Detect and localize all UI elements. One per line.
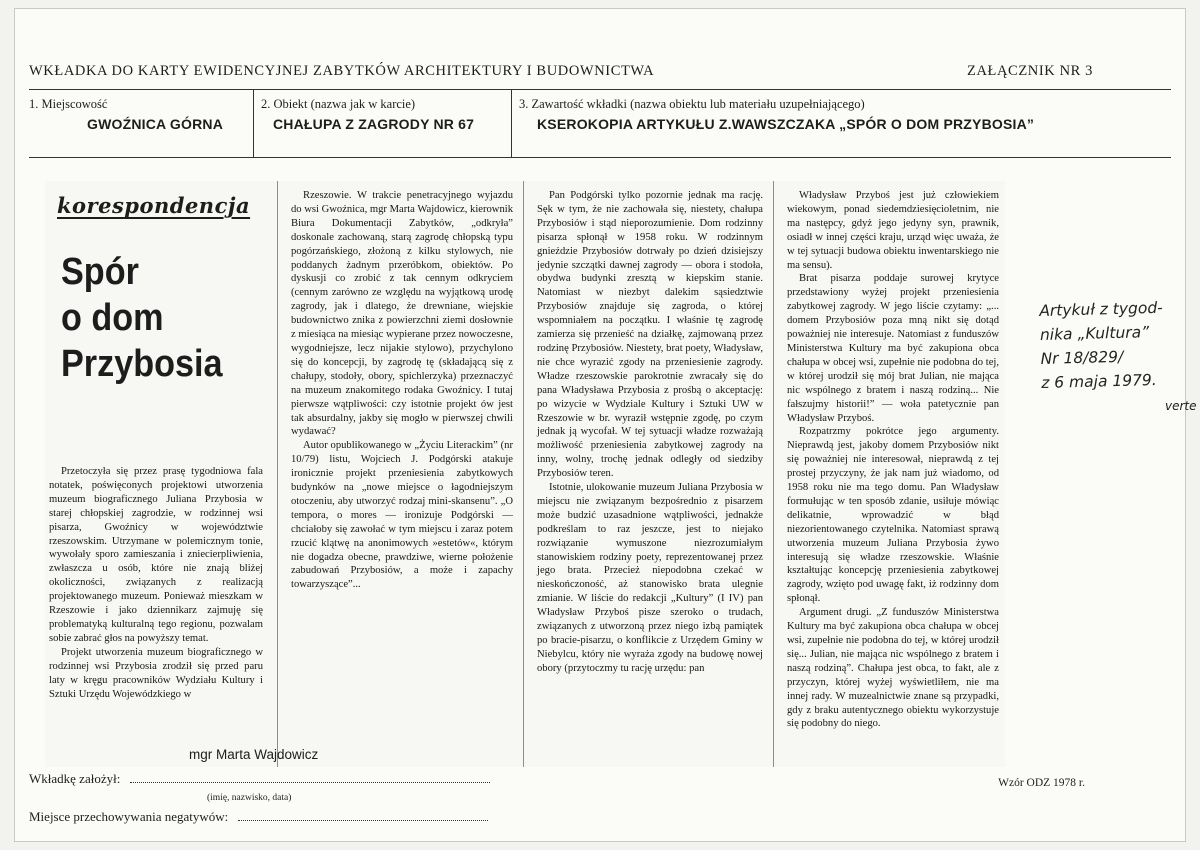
article-paragraph: Istotnie, ulokowanie muzeum Juliana Przybosia w miejscu nie związanym bezpośrednio z pisarzem może budzić uzasadnione wątpliwości, jednakże podkreślam to raz jeszcze, jest to niejako rozwiązanie wymuszone niezrozumiałym stanowiskiem rodziny poety, reprezentowanej przez jego brata. Przecież niepodobna czekać w nieskończoność, aż stanowisko brata ulegnie zmianie. W liście do redakcji „Kultury” (I IV) pan Władysław Przyboś pisze szeroko o trudach, związanych z utworzoną przez niego izbą pamiątek po bracie-pisarzu, o konflikcie z Urzędem Gminy w Niebylcu, który nie wyraża zgody na budowę nowej obory (przytoczmy tu rację urzędu: pan	[537, 482, 763, 674]
handwritten-line: Artykuł z tygod-	[1039, 298, 1163, 320]
negatives-line	[238, 809, 488, 821]
founded-by-label: Wkładkę założył:	[29, 771, 121, 786]
negatives-label: Miejsce przechowywania negatywów:	[29, 809, 229, 824]
article-headline	[61, 249, 223, 387]
form-title: WKŁADKA DO KARTY EWIDENCYJNEJ ZABYTKÓW ARCHITEKTURY I BUDOWNICTWA	[29, 63, 655, 79]
header-bottom-rule	[29, 157, 1171, 158]
article-paragraph: Argument drugi. „Z funduszów Ministerstwa Kultury ma być zakupiona obca chałupa w obcej wsi, zupełnie nie podobna do tej, w której urodził się... Julian, nie mająca nic wspólnego z bratem i naszą rodziną”. Chałupa jest obca, to fakt, ale z przyczyn, której wyżej wyświetliłem, nie ma innej rady. W muzealnictwie znane są przypadki, gdy z braku autentycznego obiektu wykorzystuje się podobny do niego.	[787, 607, 999, 730]
article-column-2	[291, 189, 513, 592]
field-content-value: KSEROKOPIA ARTYKUŁU Z.WAWSZCZAKA „SPÓR O DOM PRZYBOSIA”	[537, 116, 1035, 132]
evidence-card-insert	[14, 8, 1197, 842]
headline-line: Spór	[61, 251, 139, 293]
field-object-value: CHAŁUPA Z ZAGRODY NR 67	[273, 116, 475, 132]
section-heading: korespondencja	[57, 193, 251, 218]
field-locality-label: 1. Miejscowość	[29, 97, 108, 111]
handwritten-line: nika „Kultura”	[1039, 323, 1150, 344]
field-locality-value: GWOŹNICA GÓRNA	[87, 116, 224, 132]
article-paragraph: Projekt utworzenia muzeum biograficznego w rodzinnej wsi Przybosia zrodził się przed paru laty w kręgu pracowników Wydziału Kultury i Sztuki Urzędu Wojewódzkiego w	[49, 646, 263, 700]
founded-by-line	[130, 771, 490, 783]
handwritten-line: Nr 18/829/	[1040, 347, 1124, 368]
article-paragraph: Władysław Przyboś jest już człowiekiem wiekowym, ponad siedemdziesięcioletnim, nie ma następcy, gdyż jego jedyny syn, prawnik, osiadł w innej części kraju, urząd więc uważa, że w tej sytuacji budowa obiektu inwentarskiego nie ma sensu).	[787, 190, 999, 271]
author-stamp: mgr Marta Wajdowicz	[189, 747, 319, 762]
handwritten-source-note	[1039, 296, 1165, 395]
handwritten-verte: verte	[1165, 399, 1197, 413]
founded-by-hint: (imię, nazwisko, data)	[207, 793, 292, 803]
field-content-label: 3. Zawartość wkładki (nazwa obiektu lub materiału uzupełniającego)	[519, 97, 865, 111]
clipping-cut-line	[773, 181, 774, 767]
field-divider-2	[511, 89, 512, 157]
article-column-4	[787, 189, 999, 731]
field-divider-1	[253, 89, 254, 157]
header-top-rule	[29, 89, 1171, 90]
handwritten-line: z 6 maja 1979.	[1040, 370, 1157, 392]
article-paragraph: Brat pisarza poddaje surowej krytyce przedstawiony wyżej projekt przeniesienia zabytkowej zagrody. W jego liście czytamy: „... domem Przybosiów poza mną nikt się dotąd poważniej nie interesuje. Natomiast z funduszów Ministerstwa Kultury ma być zakupiona obca chałupa w obcej wsi, zupełnie nie podobna do tej, w której urodził się mój brat Julian, nie mająca nic wspólnego z bratem i naszą rodziną... Nie fałszujmy historii!” — woła patetycznie pan Władysław Przyboś.	[787, 273, 999, 424]
article-column-3	[537, 189, 763, 676]
form-model: Wzór ODZ 1978 r.	[998, 777, 1085, 789]
article-paragraph: Rzeszowie. W trakcie penetracyjnego wyjazdu do wsi Gwoźnica, mgr Marta Wajdowicz, kierownik Biura Dokumentacji Zabytków, „odkryła” doskonale zachowaną, starą zagrodę chłopską typu pogórzańskiego, złożoną z kilku stylowych, nie poddanych żadnym przeróbkom, obiektów. Po dyskusji co zrobić z tak cennym odkryciem (cennym zarówno ze względu na wyjątkową urodę zagrody, jak i dlatego, że drewniane, wiejskie budownictwo znika z powierzchni ziemi dosłownie z miesiąca na miesiąc wypierane przez nowoczesne, wygodniejsze, lecz nijakie stylowo), przychylono się do koncepcji, by zagrodę tę (składającą się z chałupy, stodoły, obory, spichlerzyka) przeznaczyć na muzeum znakomitego rodaka Gwoźnicy. I tutaj pierwsze wątpliwości: czy istotnie projekt ów jest tak absurdalny, jakby się mogło w pierwszej chwili wydawać?	[291, 190, 513, 438]
newspaper-clipping	[45, 181, 1005, 767]
article-paragraph: Autor opublikowanego w „Życiu Literackim” (nr 10/79) listu, Wojciech J. Podgórski atakuje ironicznie projekt przeniesienia zabytkowych budynków na „nowe miejsce o łagodniejszym otoczeniu, aby utworzyć rodzaj mini-skansenu”. „O tempora, o mores — ironizuje Podgórski — chciałoby się zawołać w tym miejscu i zaraz potem rzucić klątwę na anonimowych »estetów«, którym nie dogadza obecne, prawdziwe, wierne położenie zabudowań Przybosiów, a może i zapachy towarzyszące”...	[291, 440, 513, 591]
founded-by-row	[29, 771, 490, 787]
annex-number: ZAŁĄCZNIK NR 3	[967, 63, 1093, 79]
field-object-label: 2. Obiekt (nazwa jak w karcie)	[261, 97, 416, 111]
article-paragraph: Przetoczyła się przez prasę tygodniowa fala notatek, poświęconych projektowi utworzenia muzeum biograficznego Juliana Przybosia w starej chłopskiej zagrodzie, w rodzinnej wsi pisarza, Gwoźnicy w województwie rzeszowskim. Utrzymane w polemicznym tonie, wywołały sporo zamieszania i zniecierpliwienia, zwłaszcza u osób, które nie znają bliżej okoliczności, związanych z realizacją projektowanego muzeum. Ponieważ mieszkam w Rzeszowie i jako dziennikarz zajmuję się problematyką kulturalną tego regionu, pozwalam sobie zabrać głos na powyższy temat.	[49, 466, 263, 644]
clipping-cut-line	[523, 181, 524, 767]
article-paragraph: Rozpatrzmy pokrótce jego argumenty. Nieprawdą jest, jakoby domem Przybosiów nikt się poważniej nie interesował, nieprawdą z tej prostej przyczyny, że jak nam już wiadomo, od 1958 roku nie ma tego domu. Pan Władysław formułując w ten sposób zdanie, usiłuje mówiąc delikatnie, wprowadzić w błąd niezorientowanego czytelnika. Natomiast sprawą utworzenia muzeum Juliana Przybosia żywo interesują się władze rzeszowskie. Właśnie kształtując koncepcję przeniesienia zabytkowej zagrody, wzięto pod uwagę fakt, iż rodzinny dom spłonął.	[787, 426, 999, 605]
headline-line: Przybosia	[61, 343, 223, 385]
article-paragraph: Pan Podgórski tylko pozornie jednak ma rację. Sęk w tym, że nie zachowała się, niestety, chałupa Przybosiów i stąd nieporozumienie. Dom rodzinny pisarza spłonął w 1958 roku. W rodzinnym gnieździe Przybosiów dotrwały po dzień dzisiejszy jedynie szczątki dawnej zagrody — obora i stodoła, obydwa budynki zresztą w kiepskim stanie. Natomiast w niezbyt dalekim sąsiedztwie Przybosiów znajduje się zagroda, o której wspomniałem na początku. I właśnie tę zagrodę zamierza się przenieść na działkę, zajmowaną przez rodzinę Przybosiów. Niestety, brat poety, Władysław, nie chce wyrazić zgody na przeniesienie zagrody. Władze rzeszowskie parokrotnie zwracały się do pana Władysława Przybosia z prośbą o akceptację: po wizycie w Wydziale Kultury i Sztuki UW w Rzeszowie w br. wyraził wstępnie zgodę, po czym jednak ją wycofał. W tej sytuacji władze rozważają możliwość przeniesienia zabytkowej zagrody na inny, wolny, trochę jednak odległy od siedziby Przybosiów teren.	[537, 190, 763, 480]
negatives-row	[29, 809, 488, 825]
headline-line: o dom	[61, 297, 164, 339]
clipping-cut-line	[277, 181, 278, 767]
article-column-1	[49, 465, 263, 701]
